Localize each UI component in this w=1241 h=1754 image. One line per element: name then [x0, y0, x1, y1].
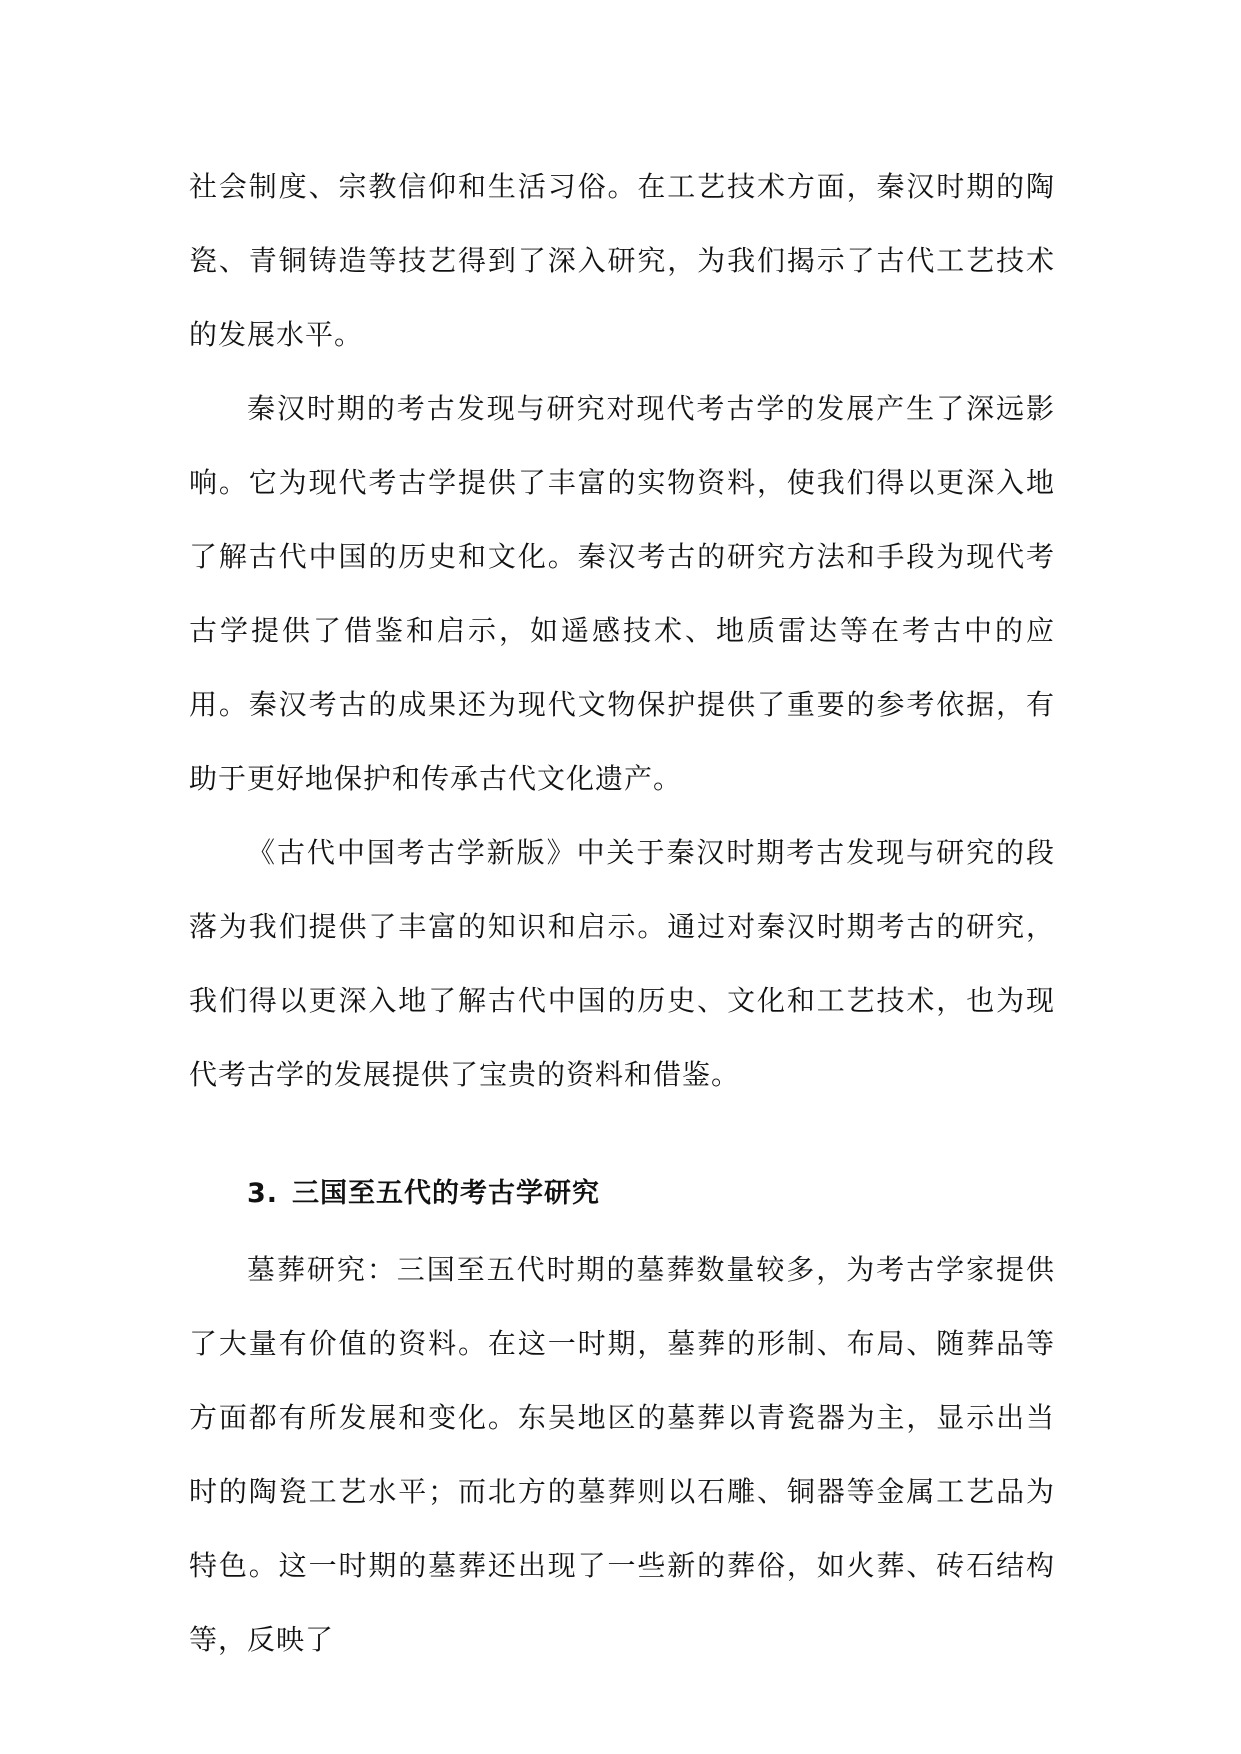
paragraph-continuation: 社会制度、宗教信仰和生活习俗。在工艺技术方面，秦汉时期的陶瓷、青铜铸造等技艺得到了深入研究，为我们揭示了古代工艺技术的发展水平。 — [189, 170, 1055, 351]
paragraph-tomb-research: 墓葬研究：三国至五代时期的墓葬数量较多，为考古学家提供了大量有价值的资料。在这一时期，墓葬的形制、布局、随葬品等方面都有所发展和变化。东吴地区的墓葬以青瓷器为主，显示出当时的陶瓷工艺水平；而北方的墓葬则以石雕、铜器等金属工艺品为特色。这一时期的墓葬还出现了一些新的葬俗，如火葬、砖石结构等，反映了 — [189, 1253, 1055, 1656]
section-title: 三国至五代的考古学研究 — [292, 1178, 601, 1209]
document-body — [189, 150, 1055, 1677]
paragraph-impact: 秦汉时期的考古发现与研究对现代考古学的发展产生了深远影响。它为现代考古学提供了丰富的实物资料，使我们得以更深入地了解古代中国的历史和文化。秦汉考古的研究方法和手段为现代考古学提供了借鉴和启示，如遥感技术、地质雷达等在考古中的应用。秦汉考古的成果还为现代文物保护提供了重要的参考依据，有助于更好地保护和传承古代文化遗产。 — [189, 392, 1055, 795]
paragraph-summary: 《古代中国考古学新版》中关于秦汉时期考古发现与研究的段落为我们提供了丰富的知识和启示。通过对秦汉时期考古的研究，我们得以更深入地了解古代中国的历史、文化和工艺技术，也为现代考古学的发展提供了宝贵的资料和借鉴。 — [189, 836, 1055, 1091]
section-heading — [189, 1157, 1055, 1231]
section-number: 3. — [247, 1178, 279, 1209]
